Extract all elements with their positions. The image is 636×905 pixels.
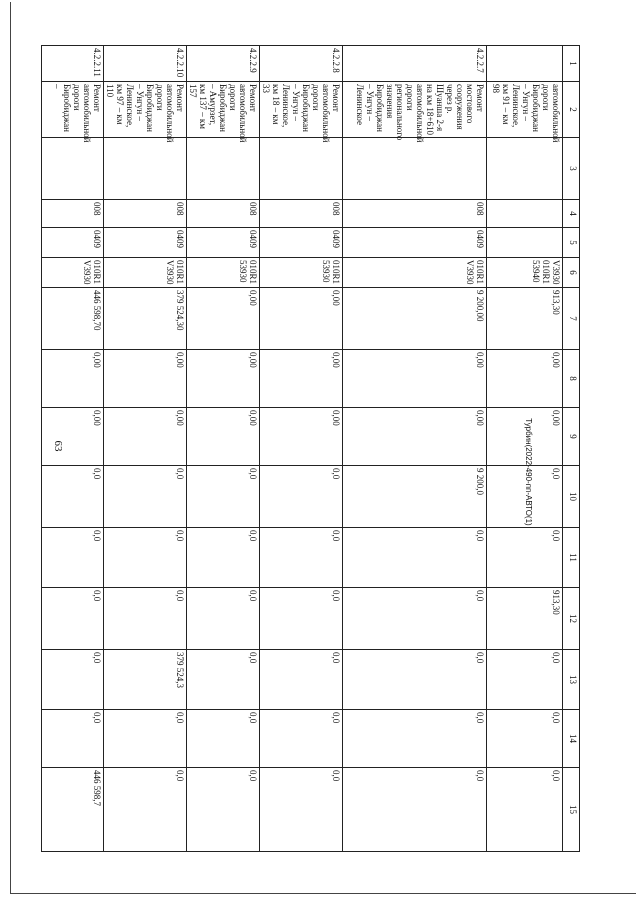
cell-col-12: 0,0 bbox=[343, 588, 487, 650]
cell-col-10: 0,0 bbox=[260, 466, 343, 528]
cell-col-15: 0,0 bbox=[487, 768, 563, 852]
cell-col-13: 0,0 bbox=[487, 650, 563, 710]
column-header-11: 11 bbox=[563, 528, 580, 588]
table-row bbox=[104, 46, 187, 852]
cell-col-2: Ремонт мостового сооружения через р. Шуанша 2-я на км 18+610 автомобильной дороги регионального значения Биробиджан – Унгун – Ленинское bbox=[343, 82, 487, 138]
cell-col-8: 0,00 bbox=[343, 350, 487, 408]
table-row bbox=[487, 46, 563, 852]
column-header-13: 13 bbox=[563, 650, 580, 710]
page-number: 63 bbox=[52, 440, 64, 452]
cell-col-4: 008 bbox=[104, 200, 187, 228]
table-row bbox=[187, 46, 260, 852]
column-header-6: 6 bbox=[563, 258, 580, 288]
cell-col-6: V3930 010R1 53940 bbox=[487, 258, 563, 288]
cell-col-1: 4.2.2.9 bbox=[187, 46, 260, 82]
cell-col-4: 008 bbox=[187, 200, 260, 228]
column-header-10: 10 bbox=[563, 466, 580, 528]
header-row bbox=[563, 46, 580, 852]
cell-col-3 bbox=[187, 138, 260, 200]
footer-doc-id: Турбин(2022-490-пп-АВТО(1) bbox=[524, 418, 533, 526]
cell-col-7: 0,00 bbox=[260, 288, 343, 350]
cell-col-3 bbox=[104, 138, 187, 200]
cell-col-1 bbox=[487, 46, 563, 82]
cell-col-6: 010R1 V3930 bbox=[104, 258, 187, 288]
cell-col-3 bbox=[42, 138, 104, 200]
cell-col-14: 0,0 bbox=[260, 710, 343, 768]
cell-col-12: 913,30 bbox=[487, 588, 563, 650]
cell-col-1: 4.2.2.8 bbox=[260, 46, 343, 82]
table-body bbox=[42, 46, 580, 852]
cell-col-9: 0,00 bbox=[487, 408, 563, 466]
column-header-12: 12 bbox=[563, 588, 580, 650]
cell-col-14: 0,0 bbox=[487, 710, 563, 768]
cell-col-2: Ремонт автомобильной дороги Биробиджан – Унгун – Ленинское, км 97 – км 110 bbox=[104, 82, 187, 138]
cell-col-11: 0,0 bbox=[42, 528, 104, 588]
cell-col-4: 008 bbox=[343, 200, 487, 228]
cell-col-9: 0,00 bbox=[42, 408, 104, 466]
cell-col-12: 0,0 bbox=[104, 588, 187, 650]
cell-col-1: 4.2.2.10 bbox=[104, 46, 187, 82]
cell-col-3 bbox=[260, 138, 343, 200]
cell-col-11: 0,0 bbox=[104, 528, 187, 588]
column-header-9: 9 bbox=[563, 408, 580, 466]
cell-col-10: 9 200,0 bbox=[343, 466, 487, 528]
cell-col-15: 0,0 bbox=[104, 768, 187, 852]
cell-col-8: 0,00 bbox=[487, 350, 563, 408]
cell-col-10: 0,0 bbox=[104, 466, 187, 528]
column-header-3: 3 bbox=[563, 138, 580, 200]
cell-col-3 bbox=[487, 138, 563, 200]
cell-col-5: 0409 bbox=[187, 228, 260, 258]
cell-col-11: 0,0 bbox=[487, 528, 563, 588]
column-header-2: 2 bbox=[563, 82, 580, 138]
cell-col-1: 4.2.2.7 bbox=[343, 46, 487, 82]
cell-col-11: 0,0 bbox=[187, 528, 260, 588]
column-header-8: 8 bbox=[563, 350, 580, 408]
cell-col-6: 010R1 53930 bbox=[260, 258, 343, 288]
column-header-15: 15 bbox=[563, 768, 580, 852]
cell-col-14: 0,0 bbox=[343, 710, 487, 768]
cell-col-15: 0,0 bbox=[260, 768, 343, 852]
cell-col-2: Ремонт автомобильной дороги Биробиджан – Амурзет, км 137 – км 157 bbox=[187, 82, 260, 138]
cell-col-2: Ремонт автомобильной дороги Биробиджан – bbox=[42, 82, 104, 138]
cell-col-14: 0,0 bbox=[187, 710, 260, 768]
budget-table bbox=[41, 45, 580, 852]
cell-col-9: 0,00 bbox=[260, 408, 343, 466]
cell-col-5 bbox=[487, 228, 563, 258]
cell-col-7: 913,30 bbox=[487, 288, 563, 350]
cell-col-8: 0,00 bbox=[187, 350, 260, 408]
cell-col-15: 0,0 bbox=[187, 768, 260, 852]
cell-col-7: 9 200,00 bbox=[343, 288, 487, 350]
cell-col-8: 0,00 bbox=[104, 350, 187, 408]
cell-col-11: 0,0 bbox=[343, 528, 487, 588]
cell-col-10: 0,0 bbox=[187, 466, 260, 528]
table-row bbox=[42, 46, 104, 852]
cell-col-5: 0409 bbox=[104, 228, 187, 258]
cell-col-6: 010R1 53930 bbox=[187, 258, 260, 288]
column-header-14: 14 bbox=[563, 710, 580, 768]
cell-col-10: 0,0 bbox=[487, 466, 563, 528]
column-header-5: 5 bbox=[563, 228, 580, 258]
cell-col-12: 0,0 bbox=[187, 588, 260, 650]
cell-col-9: 0,00 bbox=[187, 408, 260, 466]
cell-col-8: 0,00 bbox=[260, 350, 343, 408]
cell-col-5: 0409 bbox=[42, 228, 104, 258]
cell-col-13: 0,0 bbox=[260, 650, 343, 710]
cell-col-4 bbox=[487, 200, 563, 228]
cell-col-14: 0,0 bbox=[42, 710, 104, 768]
cell-col-7: 0,00 bbox=[187, 288, 260, 350]
cell-col-12: 0,0 bbox=[42, 588, 104, 650]
cell-col-15: 0,0 bbox=[343, 768, 487, 852]
cell-col-5: 0409 bbox=[260, 228, 343, 258]
cell-col-4: 008 bbox=[260, 200, 343, 228]
cell-col-3 bbox=[343, 138, 487, 200]
cell-col-7: 446 598,70 bbox=[42, 288, 104, 350]
table-row bbox=[343, 46, 487, 852]
cell-col-14: 0,0 bbox=[104, 710, 187, 768]
page-bottom-edge bbox=[10, 893, 636, 894]
cell-col-9: 0,00 bbox=[343, 408, 487, 466]
cell-col-5: 0409 bbox=[343, 228, 487, 258]
cell-col-13: 379 524,3 bbox=[104, 650, 187, 710]
cell-col-13: 0,0 bbox=[187, 650, 260, 710]
cell-col-15: 446 598,7 bbox=[42, 768, 104, 852]
cell-col-7: 379 524,30 bbox=[104, 288, 187, 350]
column-header-1: 1 bbox=[563, 46, 580, 82]
cell-col-11: 0,0 bbox=[260, 528, 343, 588]
cell-col-10: 0,0 bbox=[42, 466, 104, 528]
cell-col-6: 010R1 V3930 bbox=[343, 258, 487, 288]
cell-col-6: 010R1 V3930 bbox=[42, 258, 104, 288]
column-header-7: 7 bbox=[563, 288, 580, 350]
cell-col-4: 008 bbox=[42, 200, 104, 228]
cell-col-13: 0,0 bbox=[343, 650, 487, 710]
table-row bbox=[260, 46, 343, 852]
cell-col-2: автомобильной дороги Биробиджан – Унгун – Ленинское, км 91 – км 98 bbox=[487, 82, 563, 138]
cell-col-2: Ремонт автомобильной дороги Биробиджан – Унгун – Ленинское, км 18 – км 33 bbox=[260, 82, 343, 138]
cell-col-9: 0,00 bbox=[104, 408, 187, 466]
cell-col-1: 4.2.2.11 bbox=[42, 46, 104, 82]
column-header-4: 4 bbox=[563, 200, 580, 228]
cell-col-12: 0,0 bbox=[260, 588, 343, 650]
page-left-edge bbox=[10, 2, 11, 894]
cell-col-13: 0,0 bbox=[42, 650, 104, 710]
cell-col-8: 0,00 bbox=[42, 350, 104, 408]
